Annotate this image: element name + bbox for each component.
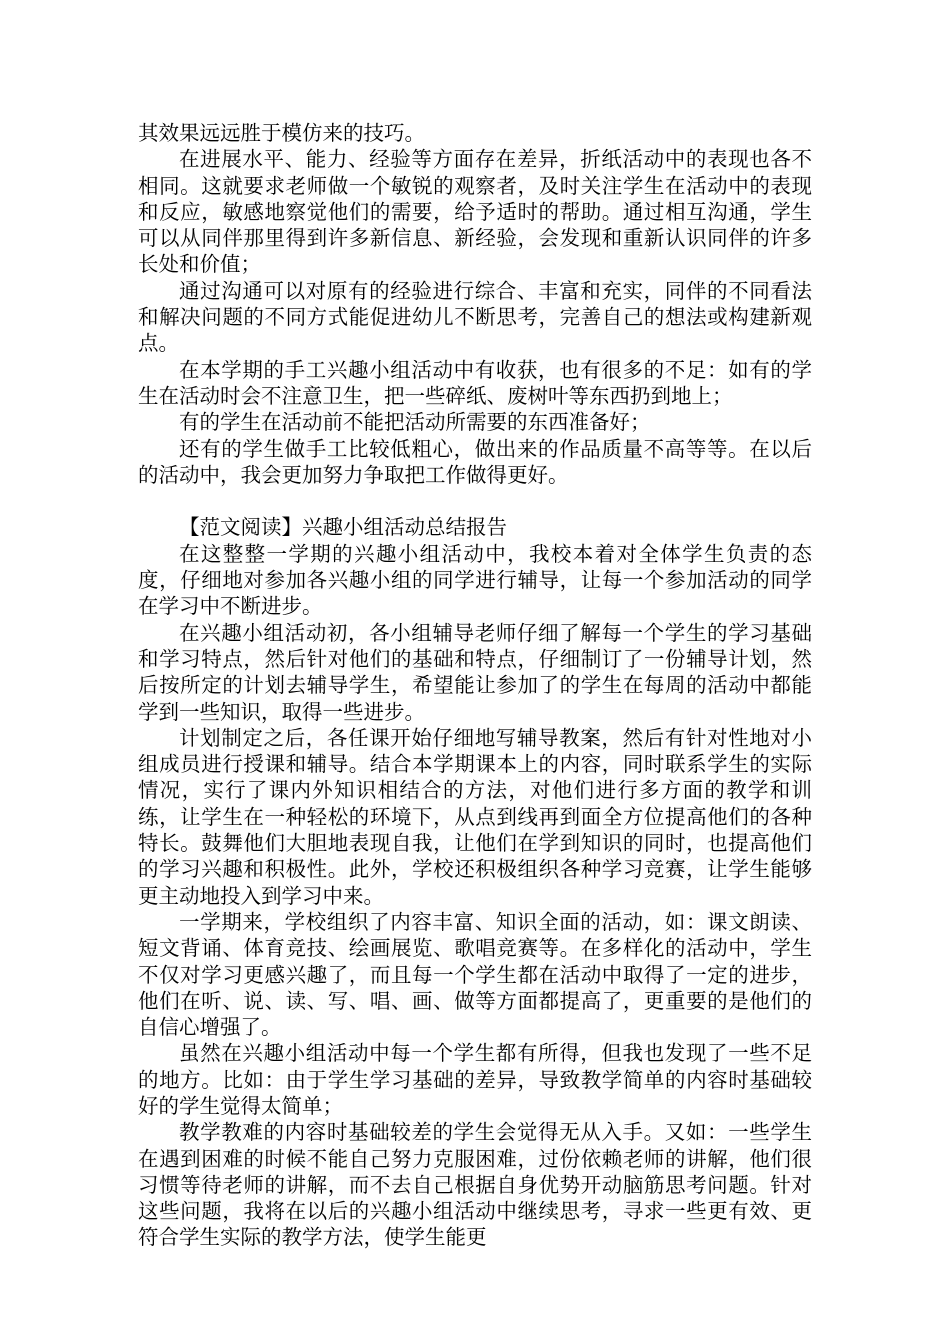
section-heading: 【范文阅读】兴趣小组活动总结报告 (179, 515, 507, 540)
paragraph: 虽然在兴趣小组活动中每一个学生都有所得，但我也发现了一些不足的地方。比如：由于学生学习基础的差异，导致教学简单的内容时基础较好的学生觉得太简单； (138, 1041, 812, 1118)
paragraph: 教学教难的内容时基础较差的学生会觉得无从入手。又如：一些学生在遇到困难的时候不能自己努力克服困难，过份依赖老师的讲解，他们很习惯等待老师的讲解，而不去自己根据自身优势开动脑筋思考问题。针对这些问题，我将在以后的兴趣小组活动中继续思考，寻求一些更有效、更符合学生实际的教学方法，使学生能更 (138, 1120, 812, 1250)
paragraph: 通过沟通可以对原有的经验进行综合、丰富和充实，同伴的不同看法和解决问题的不同方式能促进幼儿不断思考，完善自己的想法或构建新观点。 (138, 278, 812, 356)
paragraph: 在本学期的手工兴趣小组活动中有收获，也有很多的不足：如有的学生在活动时会不注意卫生，把一些碎纸、废树叶等东西扔到地上； (138, 357, 812, 408)
blank-line (138, 488, 812, 514)
paragraph: 在这整整一学期的兴趣小组活动中，我校本着对全体学生负责的态度，仔细地对参加各兴趣小组的同学进行辅导，让每一个参加活动的同学在学习中不断进步。 (138, 541, 812, 619)
paragraph: 还有的学生做手工比较低粗心，做出来的作品质量不高等等。在以后的活动中，我会更加努力争取把工作做得更好。 (138, 436, 812, 487)
paragraph: 一学期来，学校组织了内容丰富、知识全面的活动，如：课文朗读、短文背诵、体育竞技、绘画展览、歌唱竞赛等。在多样化的活动中，学生不仅对学习更感兴趣了，而且每一个学生都在活动中取得了一定的进步，他们在听、说、读、写、唱、画、做等方面都提高了，更重要的是他们的自信心增强了。 (138, 909, 812, 1040)
paragraph: 计划制定之后，各任课开始仔细地写辅导教案，然后有针对性地对小组成员进行授课和辅导。结合本学期课本上的内容，同时联系学生的实际情况，实行了课内外知识相结合的方法，对他们进行多方面的教学和训练，让学生在一种轻松的环境下，从点到线再到面全方位提高他们的各种特长。鼓舞他们大胆地表现自我，让他们在学到知识的同时，也提高他们的学习兴趣和积极性。此外，学校还积极组织各种学习竞赛，让学生能够更主动地投入到学习中来。 (138, 725, 812, 908)
paragraph: 在进展水平、能力、经验等方面存在差异，折纸活动中的表现也各不相同。这就要求老师做一个敏锐的观察者，及时关注学生在活动中的表现和反应，敏感地察觉他们的需要，给予适时的帮助。通过相互沟通，学生可以从同伴那里得到许多新信息、新经验，会发现和重新认识同伴的许多长处和价值； (138, 147, 812, 277)
paragraph-continued: 其效果远远胜于模仿来的技巧。 (138, 121, 425, 145)
document-body (138, 120, 812, 1251)
paragraph: 有的学生在活动前不能把活动所需要的东西准备好； (179, 410, 651, 435)
paragraph: 在兴趣小组活动初，各小组辅导老师仔细了解每一个学生的学习基础和学习特点，然后针对他们的基础和特点，仔细制订了一份辅导计划，然后按所定的计划去辅导学生，希望能让参加了的学生在每周的活动中都能学到一些知识，取得一些进步。 (138, 620, 812, 724)
